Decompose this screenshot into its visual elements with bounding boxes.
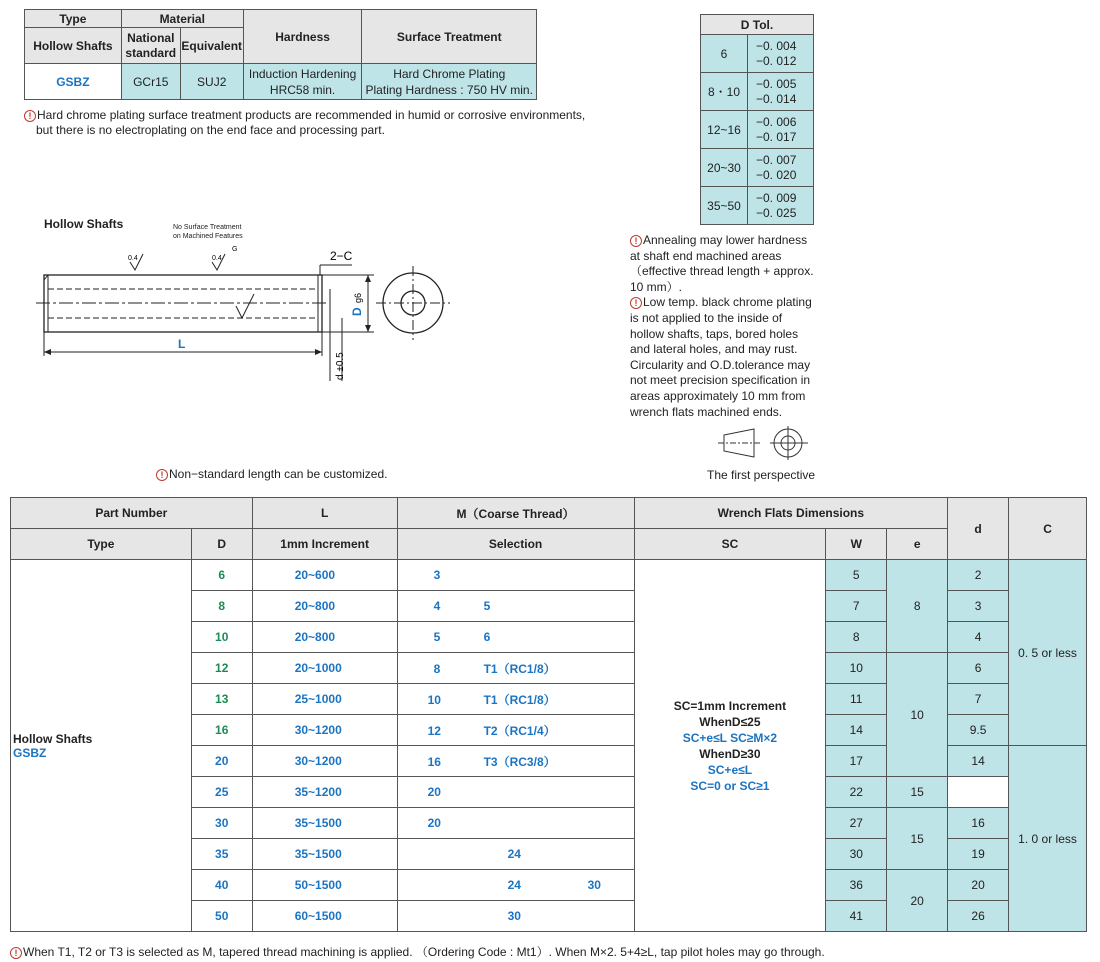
D-value: 30 <box>191 808 252 839</box>
L-range: 30~1200 <box>252 715 397 746</box>
w-value: 27 <box>826 808 887 839</box>
d-value: 3 <box>948 591 1009 622</box>
m-selection <box>397 622 634 653</box>
D-value: 12 <box>191 653 252 684</box>
caution-icon: ! <box>24 110 36 122</box>
e-value: 20 <box>887 870 948 932</box>
drawing-title: Hollow Shafts <box>44 217 124 231</box>
low-temp-line: Low temp. black chrome plating <box>643 295 812 310</box>
d-value: 2 <box>948 560 1009 591</box>
L-range: 30~1200 <box>252 746 397 777</box>
d-value: 19 <box>948 839 1009 870</box>
tol-d: 8・10 <box>701 73 748 111</box>
selection-header: Selection <box>397 529 634 560</box>
tol-lower: −0. 012 <box>756 53 797 68</box>
tol-values <box>748 35 814 73</box>
e-header: e <box>887 529 948 560</box>
w-value: 17 <box>826 746 887 777</box>
hard-chrome-note <box>24 108 585 138</box>
tol-upper: −0. 007 <box>756 152 797 167</box>
equivalent-header: Equivalent <box>180 28 243 64</box>
hardness-line-1: Induction Hardening <box>248 66 357 81</box>
type-cell <box>11 560 192 932</box>
m-selection <box>397 839 634 870</box>
m-selection <box>397 746 634 777</box>
table-row <box>11 560 1087 591</box>
w-value: 10 <box>826 653 887 684</box>
d-value: 9.5 <box>948 715 1009 746</box>
m-selection <box>397 901 634 932</box>
sc-line: WhenD≥30 <box>699 746 761 761</box>
sc-line: WhenD≤25 <box>699 714 761 729</box>
m-value: 24 <box>507 878 521 892</box>
D-header: D <box>191 529 252 560</box>
annealing-line: 10 mm）. <box>630 279 683 294</box>
m-value: T1（RC1/8） <box>483 661 556 676</box>
low-temp-line: is not applied to the inside of <box>630 310 783 325</box>
caution-icon: ! <box>156 469 168 481</box>
caution-icon: ! <box>630 297 642 309</box>
tol-values <box>748 73 814 111</box>
e-value: 10 <box>887 653 948 777</box>
low-temp-line: hollow shafts, taps, bored holes <box>630 326 799 341</box>
c-value: 1. 0 or less <box>1009 746 1087 932</box>
no-surface-note <box>173 223 243 241</box>
L-range: 20~1000 <box>252 653 397 684</box>
tolerance-header: D Tol. <box>701 15 814 35</box>
m-value: 5 <box>433 630 441 644</box>
d-label: D <box>350 307 364 316</box>
roughness-g: G <box>232 246 238 253</box>
sc-cell <box>634 560 826 932</box>
no-surface-line-1: No Surface Treatment <box>173 224 242 231</box>
sc-header: SC <box>634 529 826 560</box>
national-label: National <box>127 30 175 45</box>
L-range: 20~600 <box>252 560 397 591</box>
d-value: 15 <box>887 777 948 808</box>
L-range: 35~1200 <box>252 777 397 808</box>
caution-icon: ! <box>10 947 22 959</box>
tol-upper: −0. 009 <box>756 190 797 205</box>
L-range: 25~1000 <box>252 684 397 715</box>
part-number-header: Part Number <box>11 498 253 529</box>
sc-line: SC=0 or SC≥1 <box>690 778 770 793</box>
material-table <box>24 9 537 100</box>
d-value: 14 <box>948 746 1009 777</box>
m-value: 3 <box>433 568 441 582</box>
tol-values <box>748 187 814 225</box>
tol-lower: −0. 020 <box>756 167 797 182</box>
g6-label: g6 <box>353 292 363 303</box>
l-header: L <box>252 498 397 529</box>
d-value: 4 <box>948 622 1009 653</box>
m-value: 10 <box>427 692 441 707</box>
tol-d: 20~30 <box>701 149 748 187</box>
non-standard-text: Non−standard length can be customized. <box>169 467 388 481</box>
L-range: 35~1500 <box>252 839 397 870</box>
m-value: 5 <box>483 599 491 613</box>
c-value: 0. 5 or less <box>1009 560 1087 746</box>
d-value: 20 <box>948 870 1009 901</box>
national-value: GCr15 <box>121 64 180 100</box>
shaft-drawing <box>30 240 460 385</box>
low-temp-line: not meet precision specification in <box>630 373 811 388</box>
tol-d: 6 <box>701 35 748 73</box>
tol-upper: −0. 006 <box>756 114 797 129</box>
m-value: 30 <box>587 878 601 892</box>
D-value: 16 <box>191 715 252 746</box>
m-value: T2（RC1/4） <box>483 723 556 738</box>
roughness-label-1: 0.4 <box>128 255 138 262</box>
D-value: 8 <box>191 591 252 622</box>
tol-upper: −0. 005 <box>756 76 797 91</box>
tol-lower: −0. 014 <box>756 91 797 106</box>
L-range: 60~1500 <box>252 901 397 932</box>
m-selection <box>397 653 634 684</box>
d-value: 16 <box>948 808 1009 839</box>
e-value: 15 <box>887 808 948 870</box>
surface-value <box>362 64 537 100</box>
w-value: 22 <box>826 777 887 808</box>
standard-label: standard <box>125 45 177 60</box>
annealing-line: at shaft end machined areas <box>630 248 782 263</box>
tol-upper: −0. 004 <box>756 38 797 53</box>
c-header: C <box>1009 498 1087 560</box>
m-selection <box>397 684 634 715</box>
roughness-label-2: 0.4 <box>212 255 222 262</box>
m-value: 20 <box>427 785 441 799</box>
d-value: 7 <box>948 684 1009 715</box>
D-value: 6 <box>191 560 252 591</box>
hardness-line-2: HRC58 min. <box>269 82 336 97</box>
first-perspective-label: The first perspective <box>707 468 816 482</box>
first-angle-projection-icon <box>716 425 812 461</box>
hardness-value <box>243 64 362 100</box>
m-selection <box>397 808 634 839</box>
m-selection <box>397 870 634 901</box>
hard-chrome-note-line-1: Hard chrome plating surface treatment products are recommended in humid or corrosive environments, <box>37 108 586 122</box>
m-value: 8 <box>433 661 441 676</box>
d-value: 6 <box>948 653 1009 684</box>
m-selection <box>397 591 634 622</box>
L-range: 35~1500 <box>252 808 397 839</box>
sc-line: SC+e≤L SC≥M×2 <box>682 730 778 745</box>
equivalent-value: SUJ2 <box>180 64 243 100</box>
l-label: L <box>178 337 186 351</box>
tol-values <box>748 111 814 149</box>
wrench-header: Wrench Flats Dimensions <box>634 498 948 529</box>
tol-d: 12~16 <box>701 111 748 149</box>
D-value: 50 <box>191 901 252 932</box>
surface-header: Surface Treatment <box>362 10 537 64</box>
national-standard-header <box>121 28 180 64</box>
type-header: Type <box>25 10 122 28</box>
m-value: 4 <box>433 599 441 613</box>
d-small-label: d ±0.5 <box>335 352 346 380</box>
surface-line-1: Hard Chrome Plating <box>393 66 506 81</box>
tol-lower: −0. 017 <box>756 129 797 144</box>
m-value: 12 <box>427 723 441 738</box>
machined-mark <box>236 294 254 318</box>
tol-lower: −0. 025 <box>756 205 797 220</box>
w-value: 8 <box>826 622 887 653</box>
w-value: 41 <box>826 901 887 932</box>
w-value: 36 <box>826 870 887 901</box>
hollow-shafts-header: Hollow Shafts <box>25 28 122 64</box>
tol-d: 35~50 <box>701 187 748 225</box>
sc-line: SC+e≤L <box>707 762 753 777</box>
annealing-note <box>630 233 840 420</box>
increment-header: 1mm Increment <box>252 529 397 560</box>
m-selection <box>397 777 634 808</box>
m-selection <box>397 560 634 591</box>
D-value: 25 <box>191 777 252 808</box>
surface-line-2: Plating Hardness : 750 HV min. <box>365 82 533 97</box>
chamfer-label: 2−C <box>330 249 353 263</box>
m-value: 6 <box>483 630 491 644</box>
material-header: Material <box>121 10 243 28</box>
type-name: Hollow Shafts <box>13 731 93 746</box>
w-header: W <box>826 529 887 560</box>
m-value: 24 <box>507 847 521 861</box>
w-value: 30 <box>826 839 887 870</box>
non-standard-note <box>156 467 387 482</box>
low-temp-line: Circularity and O.D.tolerance may <box>630 357 811 372</box>
bottom-note <box>10 945 825 960</box>
type-code: GSBZ <box>13 745 47 760</box>
d-small-header: d <box>948 498 1009 560</box>
m-value: T1（RC1/8） <box>483 692 556 707</box>
m-header: M（Coarse Thread） <box>397 498 634 529</box>
D-value: 20 <box>191 746 252 777</box>
sc-line: SC=1mm Increment <box>673 698 787 713</box>
no-surface-line-2: on Machined Features <box>173 233 243 240</box>
D-value: 40 <box>191 870 252 901</box>
annealing-line: （effective thread length + approx. <box>630 264 814 279</box>
m-value: 30 <box>507 909 521 923</box>
type-header: Type <box>11 529 192 560</box>
D-value: 10 <box>191 622 252 653</box>
D-value: 35 <box>191 839 252 870</box>
part-number-table <box>10 497 1087 932</box>
low-temp-line: wrench flats machined ends. <box>630 404 783 419</box>
low-temp-line: and lateral holes, and may rust. <box>630 342 798 357</box>
low-temp-line: areas approximately 10 mm from <box>630 388 806 403</box>
type-code: GSBZ <box>25 64 122 100</box>
hard-chrome-note-line-2: but there is no electroplating on the end face and processing part. <box>36 123 385 137</box>
bottom-note-text: When T1, T2 or T3 is selected as M, tapered thread machining is applied. （Ordering Code : Mt1）. When M×2. 5+4≥L, tap pilot holes may go through. <box>23 945 825 959</box>
m-value: 20 <box>427 816 441 830</box>
w-value: 7 <box>826 591 887 622</box>
e-value: 8 <box>887 560 948 653</box>
w-value: 11 <box>826 684 887 715</box>
w-value: 5 <box>826 560 887 591</box>
tolerance-table <box>700 14 814 225</box>
L-range: 20~800 <box>252 622 397 653</box>
d-value: 26 <box>948 901 1009 932</box>
L-range: 20~800 <box>252 591 397 622</box>
D-value: 13 <box>191 684 252 715</box>
caution-icon: ! <box>630 235 642 247</box>
L-range: 50~1500 <box>252 870 397 901</box>
hardness-header: Hardness <box>243 10 362 64</box>
annealing-line: Annealing may lower hardness <box>643 233 808 247</box>
m-value: 16 <box>427 754 441 769</box>
m-selection <box>397 715 634 746</box>
w-value: 14 <box>826 715 887 746</box>
m-value: T3（RC3/8） <box>483 754 556 769</box>
tol-values <box>748 149 814 187</box>
